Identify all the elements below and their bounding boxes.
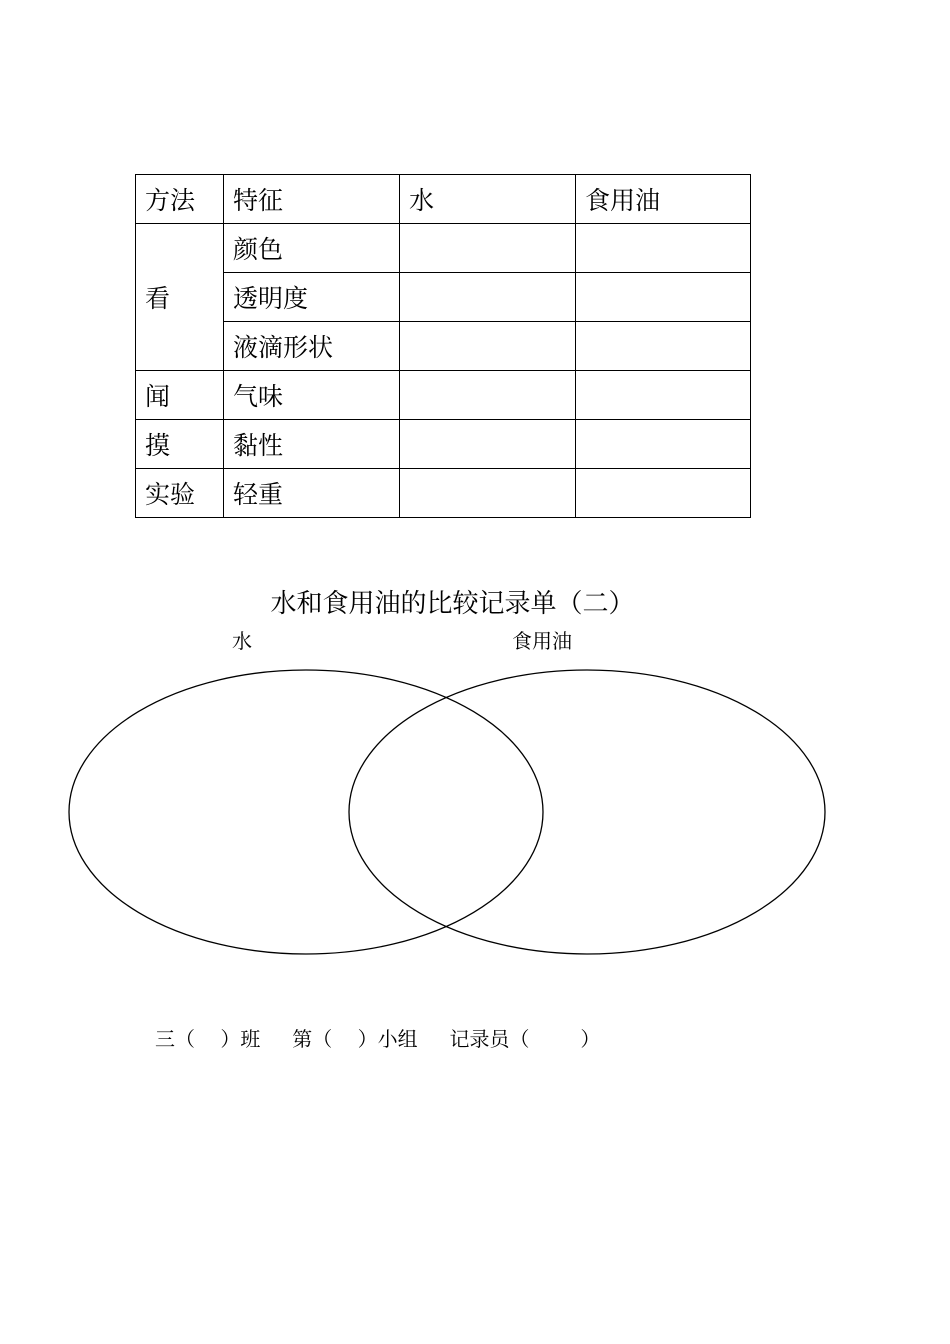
water-cell[interactable] — [400, 469, 576, 518]
venn-label-water: 水 — [232, 629, 252, 653]
header-feature: 特征 — [224, 175, 400, 224]
water-cell[interactable] — [400, 273, 576, 322]
feature-cell: 透明度 — [224, 273, 400, 322]
oil-cell[interactable] — [576, 420, 751, 469]
water-cell[interactable] — [400, 322, 576, 371]
oil-cell[interactable] — [576, 273, 751, 322]
venn-circle-water[interactable] — [69, 670, 543, 954]
table-row — [136, 469, 751, 518]
feature-cell: 黏性 — [224, 420, 400, 469]
header-oil: 食用油 — [576, 175, 751, 224]
method-cell: 闻 — [136, 371, 224, 420]
table-row — [136, 224, 751, 273]
venn-circle-oil[interactable] — [349, 670, 825, 954]
method-cell: 看 — [136, 224, 224, 371]
footer-line — [155, 1024, 600, 1054]
group-field[interactable]: 第（ ）小组 — [292, 1027, 418, 1051]
water-cell[interactable] — [400, 224, 576, 273]
section-title: 水和食用油的比较记录单（二） — [270, 589, 635, 619]
oil-cell[interactable] — [576, 322, 751, 371]
method-cell: 摸 — [136, 420, 224, 469]
table-row — [136, 273, 751, 322]
water-cell[interactable] — [400, 371, 576, 420]
table-row — [136, 322, 751, 371]
feature-cell: 轻重 — [224, 469, 400, 518]
oil-cell[interactable] — [576, 469, 751, 518]
water-cell[interactable] — [400, 420, 576, 469]
table-row — [136, 371, 751, 420]
table-header-row — [136, 175, 751, 224]
recorder-field[interactable]: 记录员（ ） — [449, 1027, 601, 1051]
table-row — [136, 420, 751, 469]
venn-label-oil: 食用油 — [512, 629, 572, 653]
oil-cell[interactable] — [576, 224, 751, 273]
oil-cell[interactable] — [576, 371, 751, 420]
header-method: 方法 — [136, 175, 224, 224]
comparison-table — [135, 174, 751, 518]
class-field[interactable]: 三（ ）班 — [155, 1027, 261, 1051]
feature-cell: 气味 — [224, 371, 400, 420]
feature-cell: 颜色 — [224, 224, 400, 273]
header-water: 水 — [400, 175, 576, 224]
feature-cell: 液滴形状 — [224, 322, 400, 371]
method-cell: 实验 — [136, 469, 224, 518]
